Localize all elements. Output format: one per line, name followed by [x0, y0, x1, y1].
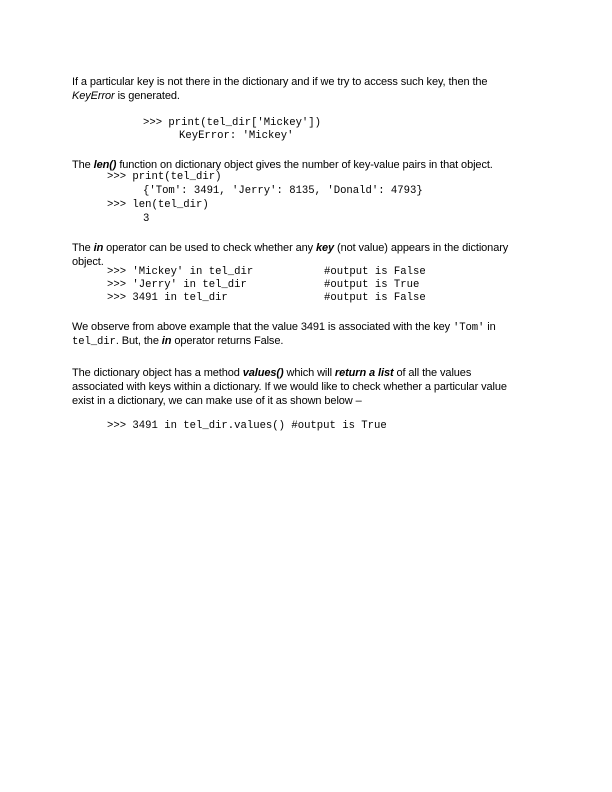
tom-key-code: 'Tom': [452, 322, 485, 334]
paragraph-observe-line1: [72, 320, 496, 335]
keyerror-term: KeyError: [72, 90, 115, 102]
observe-post: in: [484, 321, 496, 333]
observe-pre: We observe from above example that the value 3491 is associated with the key: [72, 321, 453, 333]
return-a-list-term: return a list: [334, 367, 394, 379]
code-in-row-3: >>> 3491 in tel_dir: [107, 292, 228, 304]
values-post: of all the values: [393, 367, 472, 379]
paragraph-values-line1: [72, 366, 537, 380]
tel-dir-code: tel_dir: [72, 336, 116, 348]
paragraph-observe-line2: [72, 334, 283, 349]
code-len-output: 3: [143, 213, 150, 225]
paragraph-values-line3: exist in a dictionary, we can make use of it as shown below –: [72, 395, 362, 407]
paragraph-values-line2: associated with keys within a dictionary. If we would like to check whether a particular value: [72, 381, 507, 393]
code-in-comment-1: #output is False: [324, 266, 426, 278]
paragraph-keyerror-line2: [72, 89, 180, 103]
code-values-check: >>> 3491 in tel_dir.values() #output is True: [107, 420, 387, 432]
code-print-mickey: >>> print(tel_dir['Mickey']): [143, 117, 322, 129]
len-function-term: len(): [93, 159, 117, 171]
in-pre: The: [72, 242, 94, 254]
values-pre: The dictionary object has a method: [72, 367, 243, 379]
paragraph-in-operator-line2: object.: [72, 256, 104, 268]
code-len-tel-dir: >>> len(tel_dir): [107, 199, 209, 211]
len-pre: The: [72, 159, 94, 171]
keyerror-rest: is generated.: [114, 90, 180, 102]
code-dict-output: {'Tom': 3491, 'Jerry': 8135, 'Donald': 4793}: [143, 185, 423, 197]
code-in-comment-2: #output is True: [324, 279, 420, 291]
in-keyword-2: in: [161, 335, 172, 347]
code-in-row-2: >>> 'Jerry' in tel_dir: [107, 279, 247, 291]
observe-end: operator returns False.: [171, 335, 284, 347]
code-in-comment-3: #output is False: [324, 292, 426, 304]
observe-mid: . But, the: [115, 335, 162, 347]
in-mid: operator can be used to check whether any: [103, 242, 316, 254]
paragraph-in-operator-line1: [72, 241, 508, 255]
key-keyword: key: [315, 242, 335, 254]
paragraph-len: [72, 158, 493, 172]
code-in-row-1: >>> 'Mickey' in tel_dir: [107, 266, 254, 278]
values-mid: which will: [283, 367, 335, 379]
paragraph-keyerror-line1: If a particular key is not there in the dictionary and if we try to access such key, then the: [72, 76, 488, 88]
values-function-term: values(): [242, 367, 284, 379]
in-post: (not value) appears in the dictionary: [334, 242, 509, 254]
code-keyerror-output: KeyError: 'Mickey': [179, 130, 294, 142]
len-post: function on dictionary object gives the number of key-value pairs in that object.: [116, 159, 493, 171]
in-keyword: in: [93, 242, 104, 254]
code-print-tel-dir: >>> print(tel_dir): [107, 171, 222, 183]
